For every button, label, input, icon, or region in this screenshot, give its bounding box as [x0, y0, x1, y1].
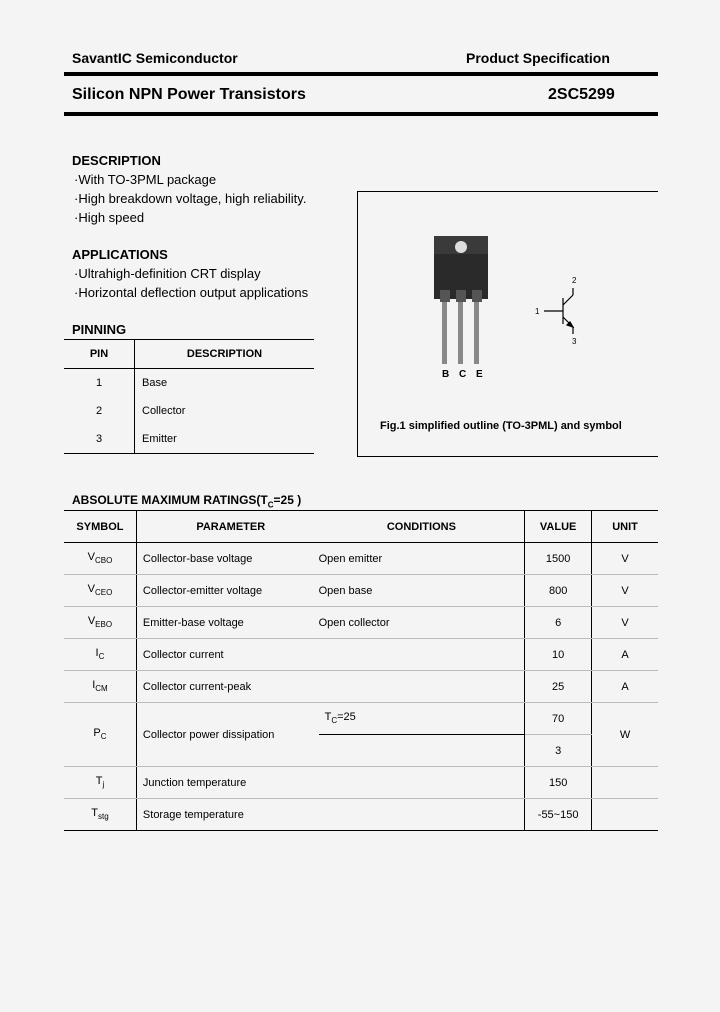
rating-unit: A — [592, 671, 658, 703]
npn-transistor-symbol — [544, 288, 573, 334]
rating-conditions — [319, 767, 525, 799]
rating-parameter: Collector-emitter voltage — [136, 575, 318, 607]
table-row — [64, 767, 658, 799]
rating-symbol: $V_{CEO}$ — [64, 575, 136, 607]
value-header: VALUE — [525, 511, 592, 543]
rating-parameter: Emitter-base voltage — [136, 607, 318, 639]
rating-conditions: Open emitter — [319, 543, 525, 575]
rating-conditions — [319, 671, 525, 703]
table-row — [64, 671, 658, 703]
pinning-table — [64, 339, 314, 454]
ratings-table — [64, 510, 658, 831]
product-family: Silicon NPN Power Transistors — [72, 86, 306, 103]
table-row — [64, 639, 658, 671]
rating-conditions: $T_C=25$ — [319, 703, 525, 735]
rating-conditions — [319, 735, 525, 767]
rating-parameter: Collector current-peak — [136, 671, 318, 703]
rating-symbol: $P_C$ — [64, 703, 136, 767]
rating-symbol: $T_j$ — [64, 767, 136, 799]
rating-symbol: $V_{EBO}$ — [64, 607, 136, 639]
pin-description-header: DESCRIPTION — [135, 340, 315, 369]
rating-conditions: Open base — [319, 575, 525, 607]
package-outline-figure — [358, 192, 658, 456]
rating-value: 25 — [525, 671, 592, 703]
symbol-pin-1: 1 — [535, 307, 540, 316]
parameter-header: PARAMETER — [136, 511, 318, 543]
symbol-header: SYMBOL — [64, 511, 136, 543]
pin-header: PIN — [64, 340, 135, 369]
rating-unit: V — [592, 575, 658, 607]
lead-label-c: C — [459, 369, 467, 380]
applications-item: ·Horizontal deflection output applications — [74, 285, 309, 300]
rating-unit: A — [592, 639, 658, 671]
rating-value: 1500 — [525, 543, 592, 575]
description-item: ·High breakdown voltage, high reliability. — [74, 191, 307, 206]
applications-item: ·Ultrahigh-definition CRT display — [74, 266, 261, 281]
rating-symbol: $V_{CBO}$ — [64, 543, 136, 575]
figure-caption: Fig.1 simplified outline (TO-3PML) and symbol — [380, 420, 622, 432]
pin-description: Collector — [142, 405, 186, 417]
lead-label-e: E — [476, 369, 483, 380]
description-item: ·With TO-3PML package — [74, 172, 217, 187]
rating-value: 10 — [525, 639, 592, 671]
symbol-pin-3: 3 — [572, 337, 577, 346]
rating-unit: W — [592, 703, 658, 767]
rating-symbol: $I_C$ — [64, 639, 136, 671]
pin-number: 1 — [64, 369, 135, 398]
table-row — [64, 703, 658, 735]
table-row — [64, 799, 658, 831]
pin-description: Emitter — [135, 425, 315, 454]
rating-unit: V — [592, 607, 658, 639]
rating-unit — [592, 767, 658, 799]
rating-parameter: Collector current — [136, 639, 318, 671]
rating-symbol: $T_{stg}$ — [64, 799, 136, 831]
rating-value: 70 — [525, 703, 592, 735]
table-row — [64, 543, 658, 575]
pin-number: 3 — [64, 425, 135, 454]
pinning-title: PINNING — [72, 322, 127, 337]
pin-description: Base — [142, 377, 168, 389]
table-row — [64, 425, 314, 454]
table-row — [64, 397, 314, 425]
rating-value: 3 — [525, 735, 592, 767]
rating-value: 150 — [525, 767, 592, 799]
table-row — [64, 369, 314, 398]
unit-header: UNIT — [592, 511, 658, 543]
rating-conditions: Open collector — [319, 607, 525, 639]
figure-box — [357, 191, 658, 457]
package-drawing — [434, 236, 488, 364]
rating-parameter: Storage temperature — [136, 799, 318, 831]
ratings-title: ABSOLUTE MAXIMUM $RATINGS(T_C=25$ ) — [72, 493, 302, 510]
rating-parameter: Collector-base voltage — [136, 543, 318, 575]
lead-label-b: B — [442, 369, 450, 380]
company-name: SavantIC Semiconductor — [72, 50, 238, 66]
table-row — [64, 607, 658, 639]
applications-title: APPLICATIONS — [72, 247, 168, 262]
rating-value: -55~150 — [525, 799, 592, 831]
rating-symbol: $I_{CM}$ — [64, 671, 136, 703]
rating-conditions — [319, 799, 525, 831]
header-rule-bottom — [64, 112, 658, 116]
conditions-header: CONDITIONS — [319, 511, 525, 543]
rating-unit: V — [592, 543, 658, 575]
rating-value: 6 — [525, 607, 592, 639]
description-item: ·High speed — [74, 210, 145, 225]
rating-conditions — [319, 639, 525, 671]
rating-parameter: Junction temperature — [136, 767, 318, 799]
rating-parameter: Collector power dissipation — [136, 703, 318, 767]
description-title: DESCRIPTION — [72, 153, 161, 168]
pin-number: 2 — [64, 397, 135, 425]
symbol-pin-2: 2 — [572, 276, 577, 285]
part-number: 2SC5299 — [548, 86, 615, 103]
rating-value: 800 — [525, 575, 592, 607]
header-rule-top — [64, 72, 658, 76]
table-row — [64, 575, 658, 607]
document-type: Product Specification — [466, 50, 610, 66]
rating-unit — [592, 799, 658, 831]
